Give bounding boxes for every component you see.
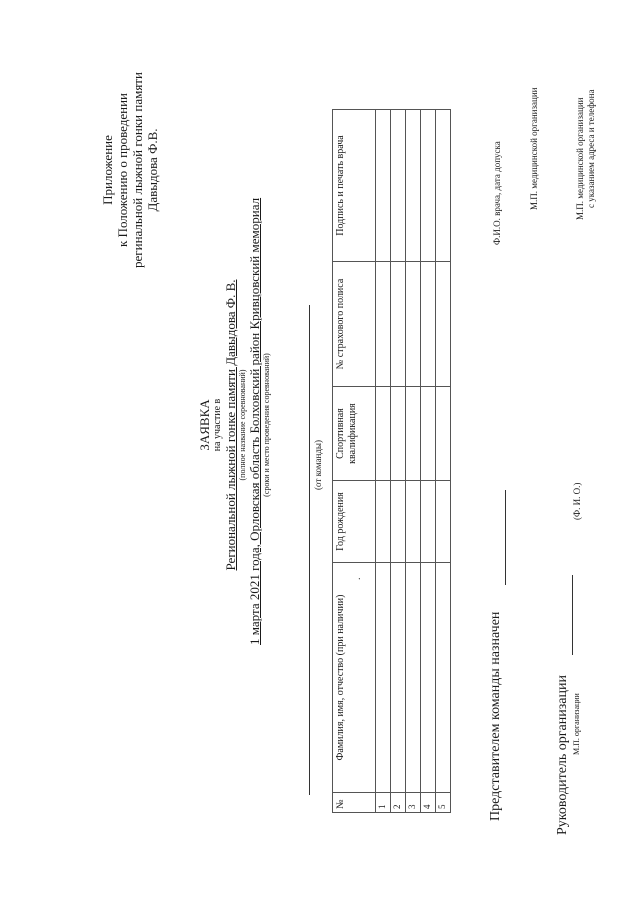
signature-cell[interactable] (406, 110, 421, 262)
insurance-cell[interactable] (376, 262, 391, 387)
table-row (406, 110, 421, 813)
head-stamp: М.П. организации (572, 693, 581, 755)
appendix-block (100, 45, 160, 295)
date-place-caption: (сроки и место проведения соревнований) (262, 353, 271, 497)
doctor-stamp: М.П. медицинской организации (529, 87, 539, 210)
table-header-row (333, 110, 376, 813)
heading-block (197, 197, 272, 645)
col-birth-year: Год рождения (333, 481, 376, 563)
participants-table (332, 109, 451, 813)
col-insurance: № страхового полиса (333, 262, 376, 387)
birth-year-cell[interactable] (406, 481, 421, 563)
doctor-label: Ф.И.О. врача, дата допуска (492, 141, 502, 245)
birth-year-cell[interactable] (376, 481, 391, 563)
team-caption: (от команды) (313, 440, 323, 490)
table-row (376, 110, 391, 813)
col-qualification: Спортивная квалификация (333, 387, 376, 481)
head-label: Руководитель организации (555, 675, 570, 835)
row-number: 2 (391, 793, 406, 813)
col-doctor-signature: Подпись и печать врача (333, 110, 376, 262)
signature-cell[interactable] (391, 110, 406, 262)
qualification-cell[interactable] (436, 387, 451, 481)
signature-cell[interactable] (436, 110, 451, 262)
row-number: 3 (406, 793, 421, 813)
fio-mark: . (352, 577, 363, 580)
representative-line[interactable] (505, 490, 506, 585)
qualification-cell[interactable] (406, 387, 421, 481)
appendix-reference-cont: регинальной лыжной гонки памяти (130, 72, 145, 268)
competition-name-caption: (полное название соревнований) (238, 369, 247, 481)
table-row (421, 110, 436, 813)
representative-label: Представителем команды назначен (488, 611, 503, 821)
col-number: № (333, 793, 376, 813)
insurance-cell[interactable] (436, 262, 451, 387)
fio-cell[interactable] (376, 563, 391, 793)
signature-cell[interactable] (421, 110, 436, 262)
form-title: ЗАЯВКА (197, 399, 212, 451)
qualification-cell[interactable] (421, 387, 436, 481)
med-org-contact: с указанием адреса и телефона (586, 89, 596, 208)
appendix-title: Приложение (100, 135, 115, 205)
signature-cell[interactable] (376, 110, 391, 262)
row-number: 4 (421, 793, 436, 813)
head-signature-line[interactable] (572, 575, 573, 655)
insurance-cell[interactable] (406, 262, 421, 387)
qualification-cell[interactable] (391, 387, 406, 481)
med-org-block (575, 90, 597, 220)
form-subtitle: на участие в (212, 398, 223, 452)
fio-cell[interactable] (421, 563, 436, 793)
birth-year-cell[interactable] (391, 481, 406, 563)
insurance-cell[interactable] (421, 262, 436, 387)
row-number: 5 (436, 793, 451, 813)
row-number: 1 (376, 793, 391, 813)
table-row (436, 110, 451, 813)
fio-cell[interactable] (436, 563, 451, 793)
birth-year-cell[interactable] (436, 481, 451, 563)
appendix-reference: к Положению о проведении (115, 92, 130, 248)
date-place: 1 марта 2021 года, Орловская область Болховский район Кривцовский мемориал (247, 197, 262, 645)
fio-cell[interactable] (406, 563, 421, 793)
appendix-person: Давыдова Ф.В. (145, 128, 160, 212)
fio-cell[interactable] (391, 563, 406, 793)
team-line (309, 305, 310, 795)
insurance-cell[interactable] (391, 262, 406, 387)
med-org-stamp: М.П. медицинской организации (575, 97, 585, 220)
col-fio: Фамилия, имя, отчество (при наличии) (333, 563, 376, 793)
competition-name: Региональной лыжной гонке памяти Давыдова Ф. В. (223, 279, 238, 571)
birth-year-cell[interactable] (421, 481, 436, 563)
qualification-cell[interactable] (376, 387, 391, 481)
table-row (391, 110, 406, 813)
head-fio-caption: (Ф. И. О.) (572, 482, 582, 520)
